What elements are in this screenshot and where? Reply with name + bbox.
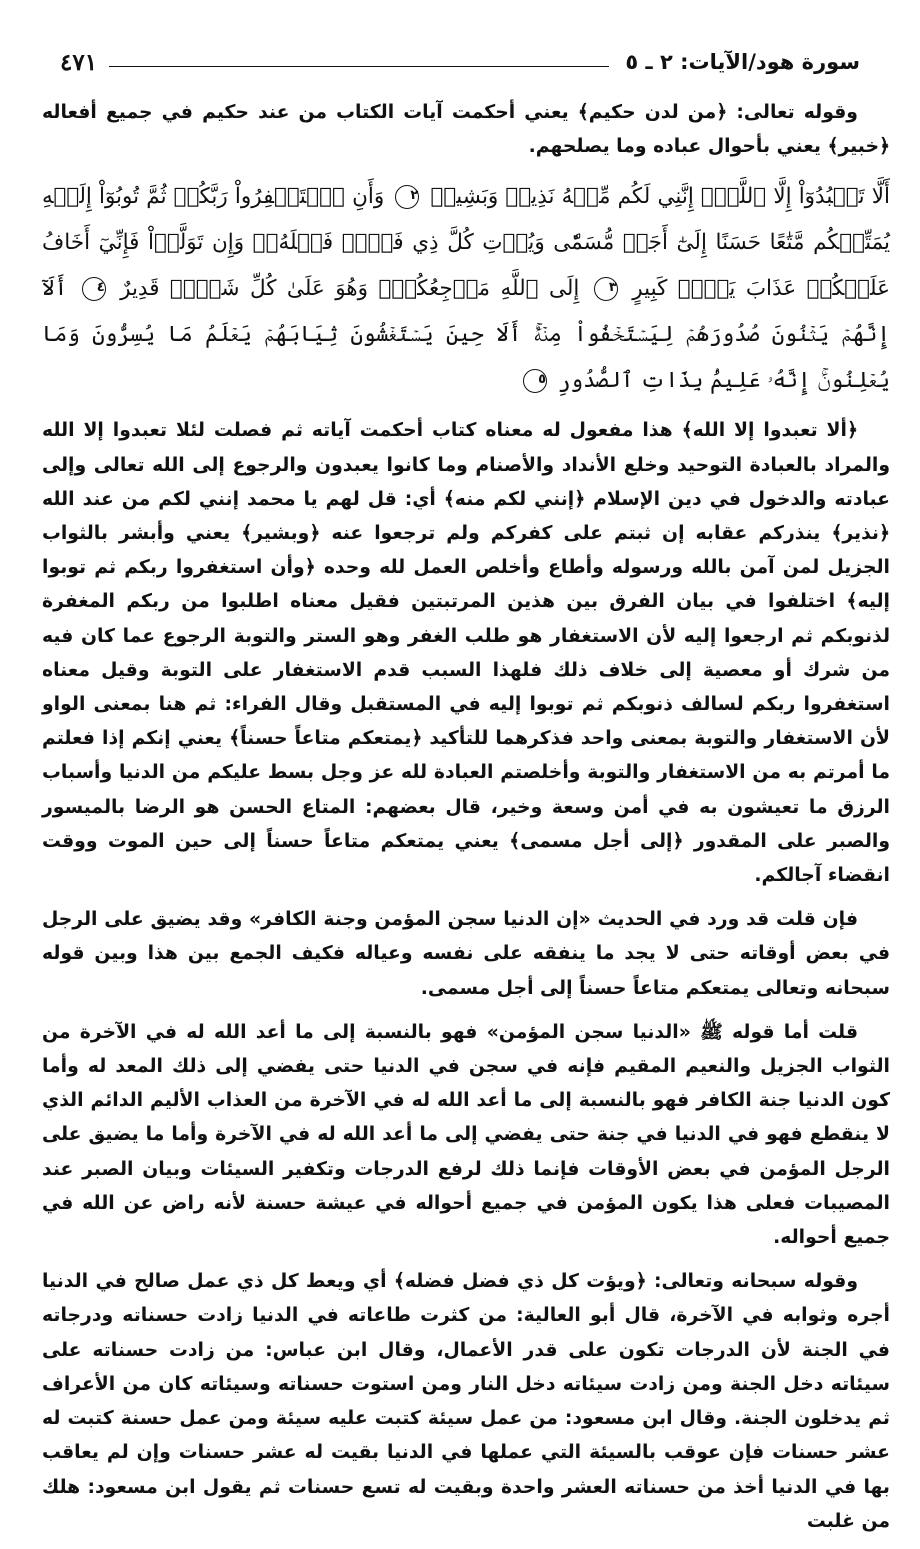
- verse-3-text: وَأَنِ ٱسۡتَغۡفِرُواْ رَبَّكُمۡ ثُمَّ تُوبُوٓاْ إِلَيۡهِ يُمَتِّعۡكُم مَّتَٰعًا حَسَنًا إِلَىٰٓ أَجَلٖ مُّسَمّٗى وَيُؤۡتِ كُلَّ ذِي فَضۡلٖ فَضۡلَهُۥۖ وَإِن تَوَلَّوۡاْ فَإِنِّيٓ أَخَافُ عَلَيۡكُمۡ عَذَابَ يَوۡمٖ كَبِيرٍ: [42, 184, 890, 302]
- verse-2-marker: ٢: [395, 185, 419, 209]
- verse-4-text: إِلَى ٱللَّهِ مَرۡجِعُكُمۡۖ وَهُوَ عَلَىٰ كُلِّ شَيۡءٖ قَدِيرٌ: [120, 276, 580, 302]
- verse-2-text: أَلَّا تَعۡبُدُوٓاْ إِلَّا ٱللَّهَۚ إِنَّنِي لَكُم مِّنۡهُ نَذِيرٞ وَبَشِيرٞ: [430, 184, 890, 210]
- page-header: [60, 44, 860, 80]
- surah-title: سورة هود/الآيات: ٢ ـ ٥: [625, 50, 860, 74]
- verse-5-text: أَلَآ إِنَّهُمۡ يَثۡنُونَ صُدُورَهُمۡ لِيَسۡتَخۡفُواْ مِنۡهُۚ أَلَا حِينَ يَسۡتَغۡشُونَ ثِيَابَهُمۡ يَعۡلَمُ مَا يُسِرُّونَ وَمَا يُعۡلِنُونَۚ إِنَّهُۥ عَلِيمُۢ بِذَاتِ ٱلصُّدُورِ: [42, 276, 890, 394]
- commentary-paragraph-4: وقوله سبحانه وتعالى: ﴿ويؤت كل ذي فضل فضله﴾ أي ويعط كل ذي عمل صالح في الدنيا أجره وثوابه في الآخرة، قال أبو العالية: من كثرت طاعاته في الدنيا زادت حسناته ودرجاته في الجنة لأن الدرجات تكون على قدر الأعمال، وقال ابن عباس: من زادت حسناته على سيئاته دخل الجنة ومن زادت سيئاته دخل النار ومن استوت حسناته وسيئاته كان من الأعراف ثم يدخلون الجنة. وقال ابن مسعود: من عمل سيئة كتبت عليه سيئة ومن عمل حسنة كتبت له عشر حسنات فإن عوقب بالسيئة التي عملها في الدنيا بقيت له عشر حسنات وإن لم يعاقب بها في الدنيا أخذ من حسناته العشر واحدة وبقيت له تسع حسنات ثم يقول ابن مسعود: هلك من غلبت: [42, 1271, 890, 1532]
- page-number: ٤٧١: [60, 48, 98, 76]
- verse-5-marker: ٥: [523, 369, 547, 393]
- quran-verses-block: [42, 174, 890, 404]
- commentary-paragraph-1: ﴿ألا تعبدوا إلا الله﴾ هذا مفعول له معناه كتاب أحكمت آياته ثم فصلت لئلا تعبدوا إلا الله والمراد بالعبادة التوحيد وخلع الأنداد والأصنام وما كانوا يعبدون والرجوع إلى الله تعالى وإلى عبادته والدخول في دين الإسلام ﴿إنني لكم منه﴾ أي: قل لهم يا محمد إنني لكم من عند الله ﴿نذير﴾ ينذركم عقابه إن ثبتم على كفركم ولم ترجعوا عنه ﴿وبشير﴾ يعني وأبشر بالثواب الجزيل لمن آمن بالله ورسوله وأطاع وأخلص العمل لله وحده ﴿وأن استغفروا ربكم ثم توبوا إليه﴾ اختلفوا في بيان الفرق بين هذين المرتبتين فقيل معناه اطلبوا من ربكم المغفرة لذنوبكم ثم ارجعوا إليه لأن الاستغفار هو طلب الغفر وهو الستر والتوبة الرجوع عما كان فيه من شرك أو معصية إلى خلاف ذلك فلهذا السبب قدم الاستغفار على التوبة وقيل معناه استغفروا ربكم لسالف ذنوبكم ثم توبوا إليه في المستقبل وقال الفراء: ثم هنا بمعنى الواو لأن الاستغفار والتوبة بمعنى واحد فذكرهما للتأكيد ﴿يمتعكم متاعاً حسناً﴾ يعني إنكم إذا فعلتم ما أمرتم به من الاستغفار والتوبة وأخلصتم العبادة لله عز وجل بسط عليكم من الدنيا وأسباب الرزق ما تعيشون به في أمن وسعة وخير، قال بعضهم: المتاع الحسن هو الرضا بالميسور والصبر على المقدور ﴿إلى أجل مسمى﴾ يعني يمتعكم متاعاً حسناً إلى حين الموت ووقت انقضاء آجالكم.: [42, 420, 890, 887]
- commentary-paragraph-2: فإن قلت قد ورد في الحديث «إن الدنيا سجن المؤمن وجنة الكافر» وقد يضيق على الرجل في بعض أوقاته حتى لا يجد ما ينفقه على نفسه وعياله فكيف الجمع بين هذا وبين قوله سبحانه وتعالى يمتعكم متاعاً حسناً إلى أجل مسمى.: [42, 909, 890, 999]
- verse-3-marker: ٣: [594, 277, 618, 301]
- intro-paragraph: وقوله تعالى: ﴿من لدن حكيم﴾ يعني أحكمت آيات الكتاب من عند حكيم في جميع أفعاله ﴿خبير﴾ يعني بأحوال عباده وما يصلحهم.: [42, 102, 890, 158]
- commentary-paragraph-3: قلت أما قوله ﷺ «الدنيا سجن المؤمن» فهو بالنسبة إلى ما أعد الله له في الآخرة من الثواب الجزيل والنعيم المقيم فإنه في سجن في الدنيا حتى يفضي إلى ذلك المعد له وأما كون الدنيا جنة الكافر فهو بالنسبة إلى ما أعد الله له في الآخرة من العذاب الأليم الدائم الذي لا ينقطع فهو في الدنيا في جنة حتى يفضي إلى ما أعد الله له في الآخرة وأما ما يضيق على الرجل المؤمن في بعض الأوقات فإنما ذلك لرفع الدرجات وتكفير السيئات وبيان الصبر عند المصيبات فعلى هذا يكون المؤمن في جميع أحواله في عيشة حسنة لأنه راض عن الله في جميع أحواله.: [42, 1021, 890, 1249]
- header-rule: [109, 66, 609, 67]
- verse-4-marker: ٤: [82, 277, 106, 301]
- page-body: [42, 96, 890, 1549]
